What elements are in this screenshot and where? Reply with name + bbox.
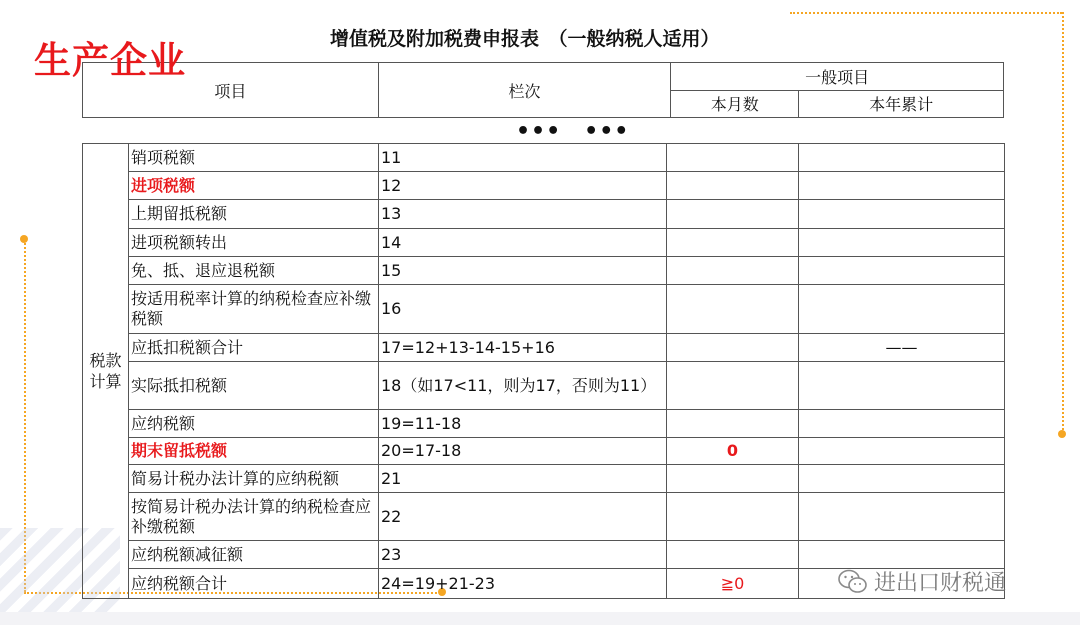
row-year xyxy=(799,541,1005,569)
row-year xyxy=(799,144,1005,172)
row-line: 15 xyxy=(379,257,667,285)
row-year xyxy=(799,257,1005,285)
row-item: 应抵扣税额合计 xyxy=(129,334,379,362)
row-line: 23 xyxy=(379,541,667,569)
page-title: 增值税及附加税费申报表 （一般纳税人适用） xyxy=(330,28,720,50)
row-item: 免、抵、退应退税额 xyxy=(129,257,379,285)
row-item: 期末留抵税额 xyxy=(129,438,379,465)
table-row xyxy=(83,465,1005,493)
ellipsis: ••• ••• xyxy=(516,119,630,144)
table-row xyxy=(83,257,1005,285)
row-line: 18（如17<11，则为17，否则为11） xyxy=(379,362,667,410)
header-month: 本月数 xyxy=(671,90,799,118)
header-year: 本年累计 xyxy=(799,90,1004,118)
row-line: 24=19+21-23 xyxy=(379,569,667,599)
row-year xyxy=(799,172,1005,200)
row-month xyxy=(667,362,799,410)
row-line: 12 xyxy=(379,172,667,200)
row-month xyxy=(667,257,799,285)
table-row xyxy=(83,144,1005,172)
row-year xyxy=(799,465,1005,493)
row-month xyxy=(667,172,799,200)
table-row xyxy=(83,438,1005,465)
header-item: 项目 xyxy=(83,63,379,118)
ornament-dotted-line-right xyxy=(1062,12,1064,434)
row-month xyxy=(667,493,799,541)
row-line: 16 xyxy=(379,285,667,334)
row-item: 按适用税率计算的纳税检查应补缴税额 xyxy=(129,285,379,334)
row-item: 实际抵扣税额 xyxy=(129,362,379,410)
row-month xyxy=(667,285,799,334)
table-row xyxy=(83,410,1005,438)
row-year xyxy=(799,200,1005,229)
row-month: ≧0 xyxy=(667,569,799,599)
table-row xyxy=(83,334,1005,362)
row-line: 17=12+13-14-15+16 xyxy=(379,334,667,362)
wechat-icon xyxy=(838,569,868,595)
section-label-text: 税款计算 xyxy=(89,351,122,391)
row-line: 20=17-18 xyxy=(379,438,667,465)
table-row xyxy=(83,362,1005,410)
bottom-band xyxy=(0,612,1080,625)
row-year xyxy=(799,229,1005,257)
header-table xyxy=(82,62,1004,118)
row-line: 14 xyxy=(379,229,667,257)
watermark-text: 进出口财税通 xyxy=(874,571,1007,596)
row-month xyxy=(667,144,799,172)
table-row xyxy=(83,493,1005,541)
ornament-dotted-line-top xyxy=(790,12,1062,14)
row-item: 进项税额 xyxy=(129,172,379,200)
header-general: 一般项目 xyxy=(671,63,1004,91)
row-line: 19=11-18 xyxy=(379,410,667,438)
table-row xyxy=(83,541,1005,569)
row-item: 进项税额转出 xyxy=(129,229,379,257)
row-item: 应纳税额减征额 xyxy=(129,541,379,569)
row-line: 11 xyxy=(379,144,667,172)
ornament-dot xyxy=(1058,430,1066,438)
row-year xyxy=(799,493,1005,541)
row-item: 销项税额 xyxy=(129,144,379,172)
row-year xyxy=(799,285,1005,334)
table-row xyxy=(83,229,1005,257)
tax-table xyxy=(82,143,1005,599)
row-line: 21 xyxy=(379,465,667,493)
ornament-dot xyxy=(20,235,28,243)
row-item: 应纳税额合计 xyxy=(129,569,379,599)
company-label: 生产企业 xyxy=(34,39,186,82)
row-item: 应纳税额 xyxy=(129,410,379,438)
row-month xyxy=(667,410,799,438)
row-month: 0 xyxy=(667,438,799,465)
table-row xyxy=(83,200,1005,229)
watermark xyxy=(838,566,1006,597)
table-row xyxy=(83,285,1005,334)
row-month xyxy=(667,229,799,257)
row-month xyxy=(667,541,799,569)
row-month xyxy=(667,200,799,229)
row-year xyxy=(799,362,1005,410)
row-item: 上期留抵税额 xyxy=(129,200,379,229)
table-row xyxy=(83,172,1005,200)
section-label xyxy=(83,144,129,599)
row-month xyxy=(667,334,799,362)
row-line: 22 xyxy=(379,493,667,541)
row-year xyxy=(799,438,1005,465)
row-year xyxy=(799,410,1005,438)
row-line: 13 xyxy=(379,200,667,229)
row-item: 简易计税办法计算的应纳税额 xyxy=(129,465,379,493)
row-month xyxy=(667,465,799,493)
row-year-dash: —— xyxy=(799,334,1005,362)
row-item: 按简易计税办法计算的纳税检查应补缴税额 xyxy=(129,493,379,541)
header-column: 栏次 xyxy=(378,63,671,118)
